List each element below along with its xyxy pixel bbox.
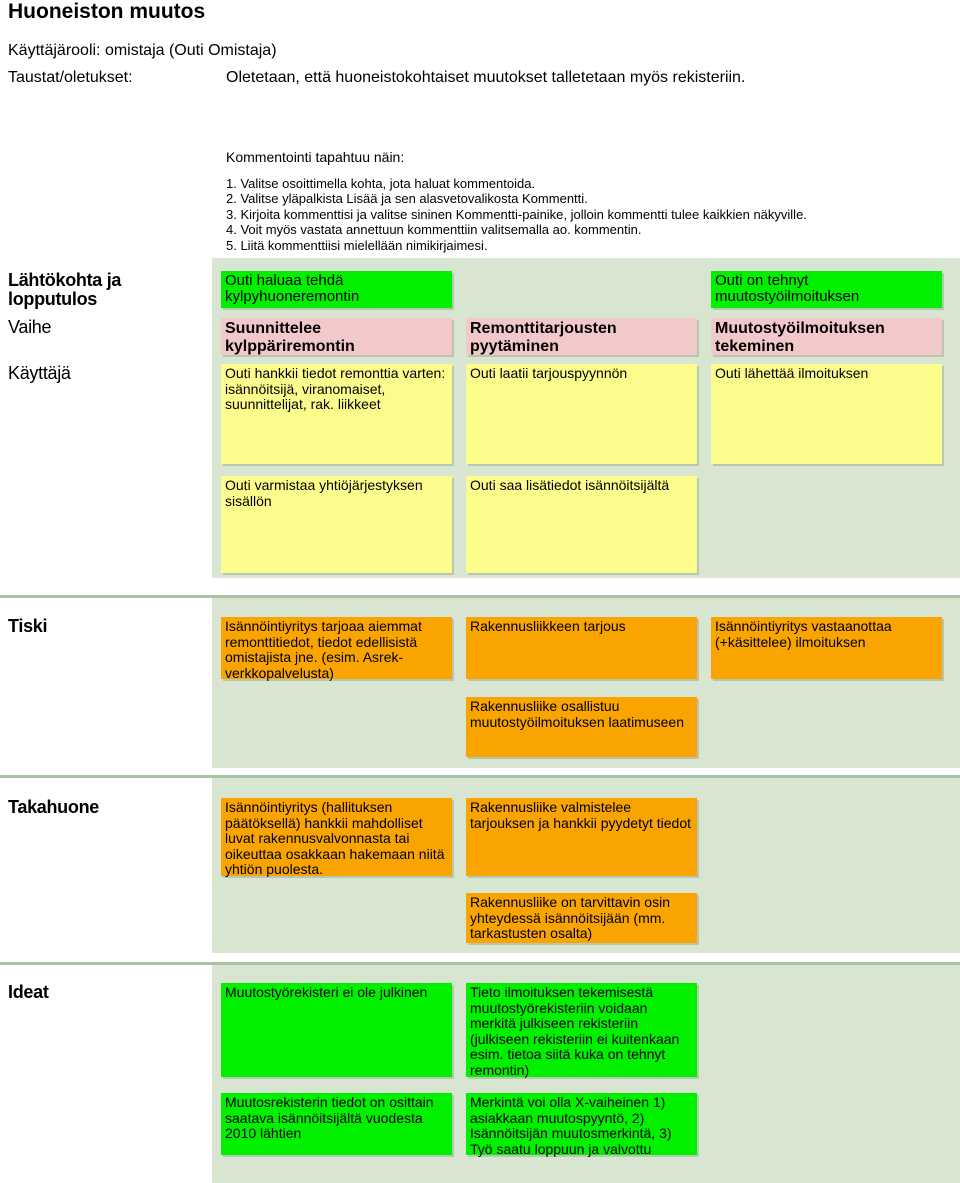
sticky-note-user: Outi laatii tarjouspyynnön [466, 364, 697, 464]
lane-label-counter: Tiski [8, 616, 48, 636]
instruction-step: 3. Kirjoita kommenttisi ja valitse sininen Kommentti-painike, jolloin kommentti tulee kaikkien näkyville. [226, 206, 807, 222]
sticky-note-idea: Muutostyörekisteri ei ole julkinen [221, 983, 452, 1077]
sticky-note-idea: Tieto ilmoituksen tekemisestä muutostyörekisteriin voidaan merkitä julkiseen rekisteriin (julkiseen rekisteriin ei kuitenkaan esim. tietoa siitä kuka on tehnyt remontin) [466, 983, 697, 1077]
sticky-note-start: Outi haluaa tehdä kylpyhuoneremontin [221, 271, 452, 308]
instruction-step: 2. Valitse yläpalkista Lisää ja sen alasvetovalikosta Kommentti. [226, 191, 588, 206]
user-role: Käyttäjärooli: omistaja (Outi Omistaja) [8, 42, 277, 59]
page-title: Huoneiston muutos [8, 0, 206, 23]
sticky-note-end: Outi on tehnyt muutostyöilmoituksen [711, 271, 942, 308]
lane-label-phase: Vaihe [8, 317, 52, 337]
instructions-heading: Kommentointi tapahtuu näin: [226, 149, 405, 165]
background-label: Taustat/oletukset: [8, 69, 133, 86]
lane-label-ideas: Ideat [8, 982, 49, 1002]
instruction-step: 1. Valitse osoittimella kohta, jota haluat kommentoida. [226, 175, 536, 191]
sticky-note-counter: Isännöintiyritys vastaanottaa (+käsittelee) ilmoituksen [711, 617, 942, 679]
background-text: Oletetaan, että huoneistokohtaiset muutokset talletetaan myös rekisteriin. [226, 69, 746, 86]
sticky-note-backoffice: Isännöintiyritys (hallituksen päätöksellä) hankkii mahdolliset luvat rakennusvalvonnasta tai oikeuttaa osakkaan hakemaan niitä yhtiön puolesta. [221, 798, 452, 876]
instruction-step: 5. Liitä kommenttiisi mielellään nimikirjaimesi. [226, 237, 488, 253]
instruction-step: 4. Voit myös vastata annettuun kommenttiin valitsemalla ao. kommentin. [226, 222, 642, 237]
lane-label-user: Käyttäjä [8, 363, 71, 383]
sticky-note-counter: Isännöintiyritys tarjoaa aiemmat remonttitiedot, tiedot edellisistä omistajista jne. (esim. Asrek-verkkopalvelusta) [221, 617, 452, 679]
sticky-note-phase-plan: Suunnittelee kylppäriremontin [221, 318, 452, 355]
comment-instructions [226, 150, 807, 253]
sticky-note-backoffice: Rakennusliike valmistelee tarjouksen ja hankkii pyydetyt tiedot [466, 798, 697, 876]
sticky-note-user: Outi hankkii tiedot remonttia varten: isännöitsijä, viranomaiset, suunnittelijat, rak. liikkeet [221, 364, 452, 464]
sticky-note-counter: Rakennusliike osallistuu muutostyöilmoituksen laatimuseen [466, 697, 697, 757]
sticky-note-user: Outi varmistaa yhtiöjärjestyksen sisällön [221, 476, 452, 573]
sticky-note-counter: Rakennusliikkeen tarjous [466, 617, 697, 679]
sticky-note-user: Outi lähettää ilmoituksen [711, 364, 942, 464]
sticky-note-user: Outi saa lisätiedot isännöitsijältä [466, 476, 697, 573]
lane-label-start-end: Lähtökohta ja lopputulos [8, 270, 122, 309]
sticky-note-idea: Muutosrekisterin tiedot on osittain saatava isännöitsijältä vuodesta 2010 lähtien [221, 1093, 452, 1155]
sticky-note-phase-quotes: Remonttitarjousten pyytäminen [466, 318, 697, 355]
sticky-note-phase-notification: Muutostyöilmoituksen tekeminen [711, 318, 942, 355]
sticky-note-idea: Merkintä voi olla X-vaiheinen 1) asiakkaan muutospyyntö, 2) Isännöitsijän muutosmerkintä, 3) Työ saatu loppuun ja valvottu [466, 1093, 697, 1155]
lane-label-backoffice: Takahuone [8, 797, 99, 817]
sticky-note-backoffice: Rakennusliike on tarvittavin osin yhteydessä isännöitsijään (mm. tarkastusten osalta) [466, 893, 697, 943]
